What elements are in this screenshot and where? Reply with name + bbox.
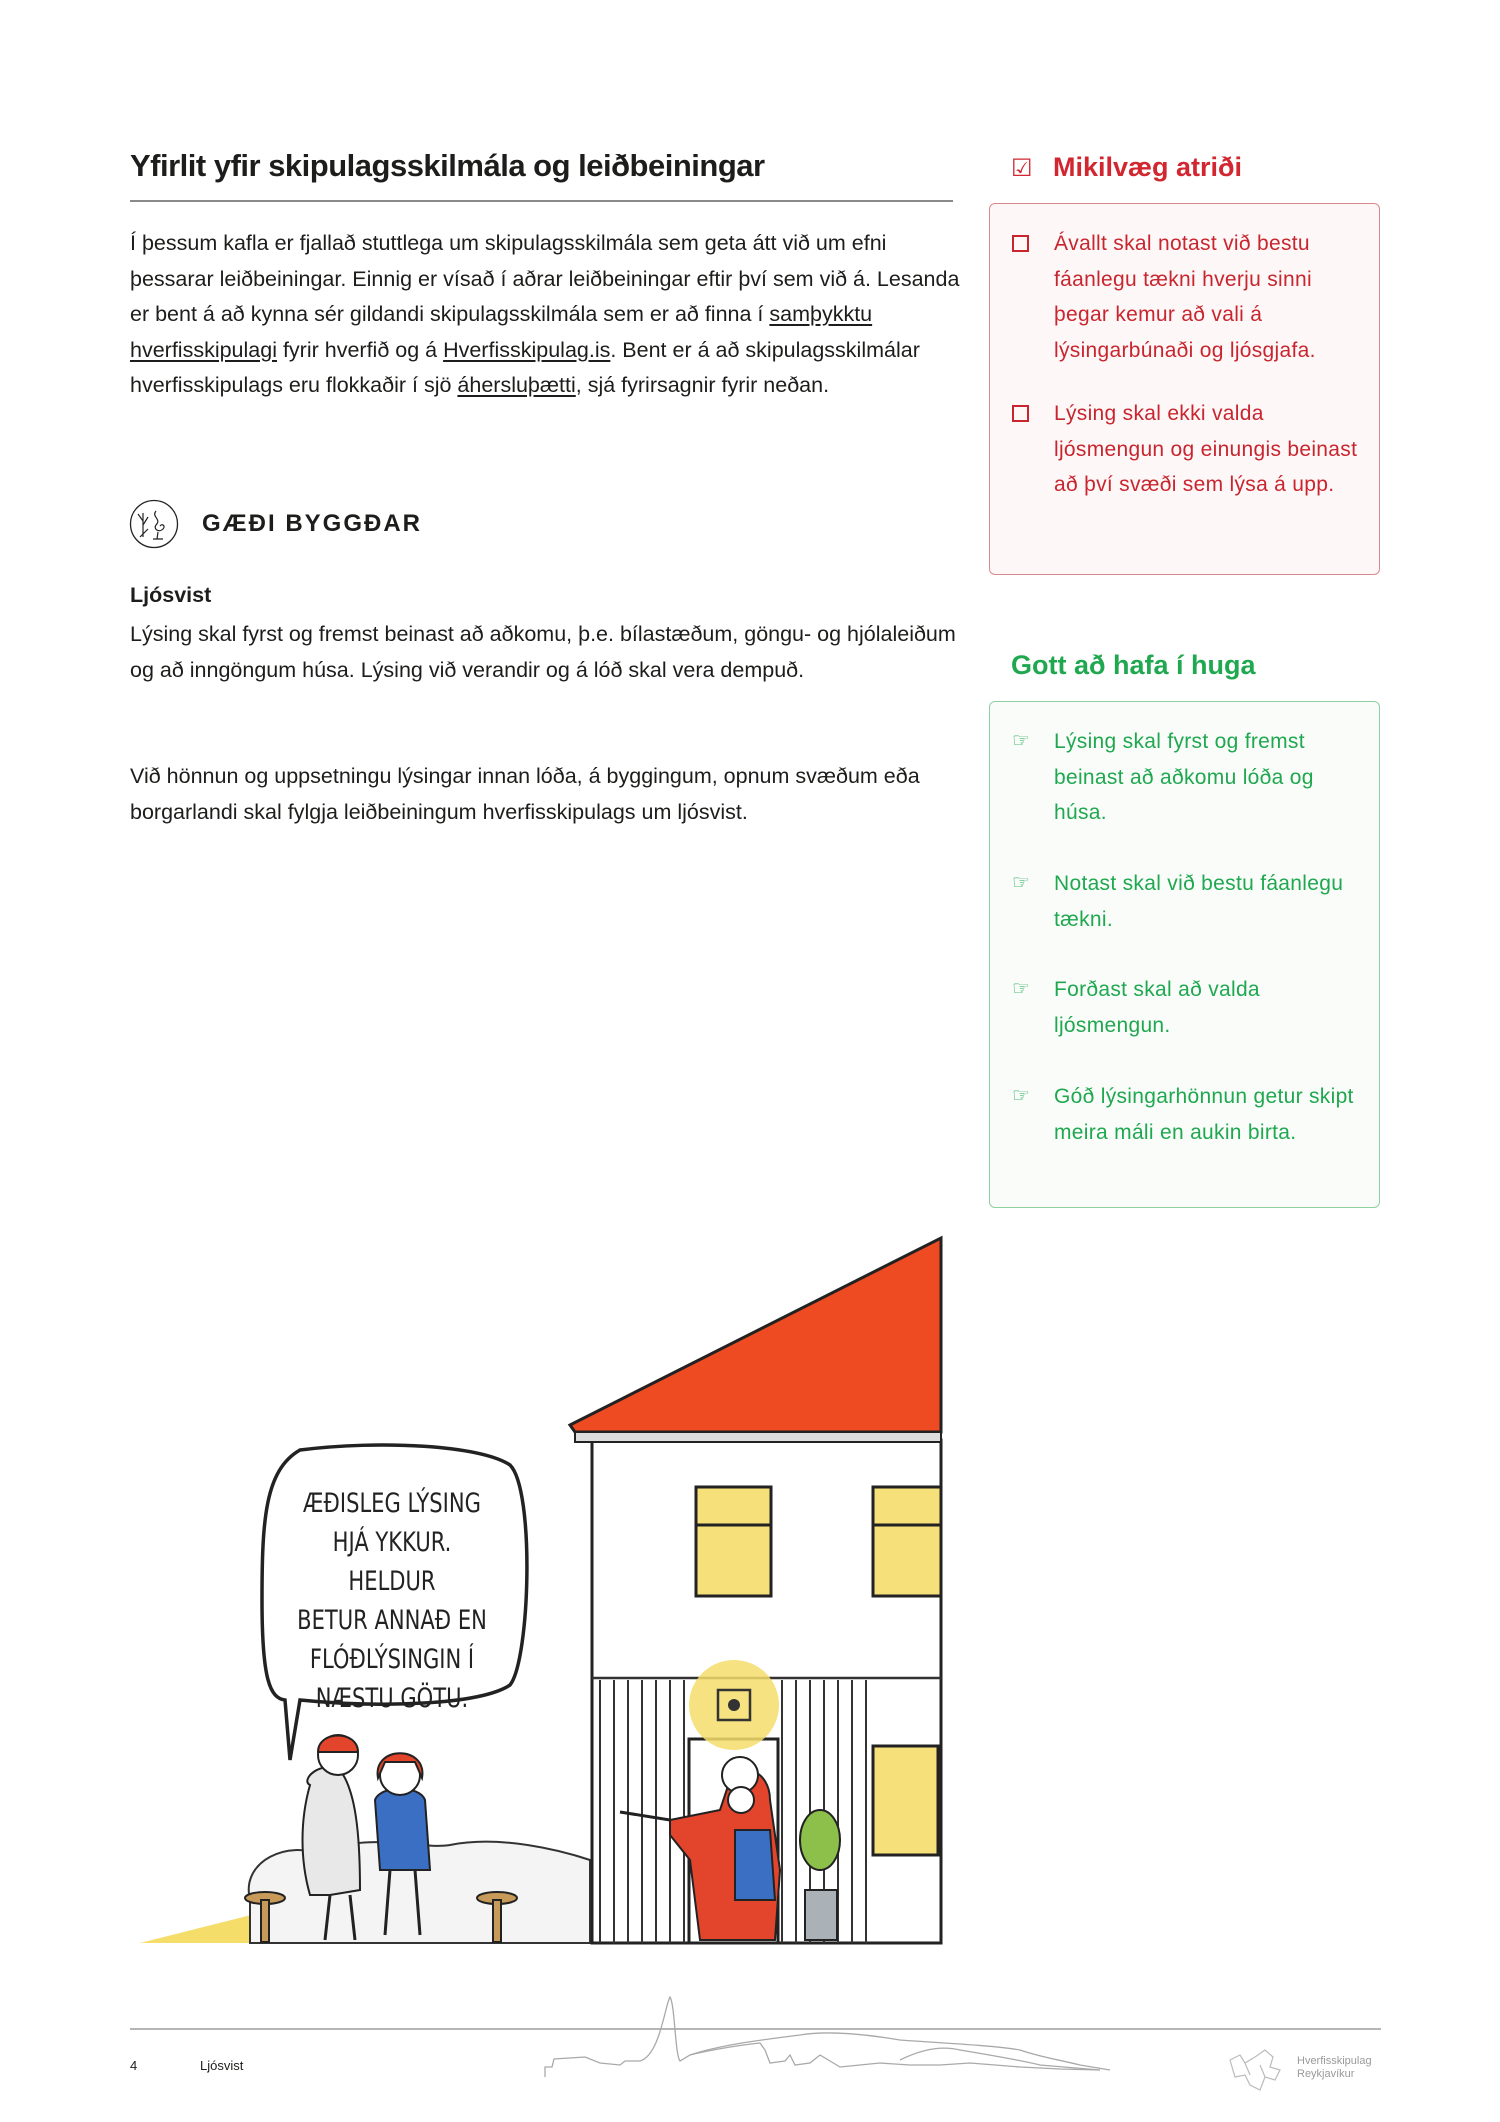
checkbox-icon [1012, 235, 1029, 252]
intro-text: , sjá fyrirsagnir fyrir neðan. [575, 373, 830, 397]
footer-chapter: Ljósvist [200, 2058, 244, 2073]
intro-text: Í þessum kafla er fjallað stuttlega um skipulagsskilmála sem geta átt við um efni þessarar leiðbeiningar. Einnig er vísað í aðrar leiðbeiningar eftir því sem við á. Lesanda er bent á að kynna sér gildandi skipulagsskilmála sem er að finna í [130, 231, 960, 326]
logo-text [1297, 2055, 1372, 2081]
intro-paragraph [130, 226, 960, 404]
title-divider [130, 200, 953, 202]
tips-box [989, 701, 1380, 1208]
speech-line: FLÓÐLÝSINGIN Í [309, 1644, 475, 1675]
checkbox-icon [1012, 405, 1029, 422]
window [696, 1487, 771, 1596]
intro-text: . Bent er á að skipulagsskilmálar hverfisskipulags eru flokkaðir í sjö [130, 337, 920, 397]
pointing-hand-icon: ☞ [1012, 978, 1031, 1000]
speech-line: ÆÐISLEG LÝSING [303, 1488, 481, 1519]
window [873, 1746, 938, 1855]
checkbox-checked-icon: ☑ [1011, 155, 1033, 182]
window [873, 1487, 941, 1596]
tip-item [1012, 972, 1364, 1043]
item-text: Góð lýsingarhönnun getur skipt meira máli en aukin birta. [1054, 1085, 1354, 1144]
logo-line: Hverfisskipulag [1297, 2055, 1372, 2067]
intro-text: fyrir hverfið og á [276, 337, 444, 362]
logo-line: Reykjavíkur [1297, 2068, 1355, 2080]
important-item [1054, 226, 1364, 368]
body-paragraph: Við hönnun og uppsetningu lýsingar innan lóða, á byggingum, opnum svæðum eða borgarlandi skal fylgja leiðbeiningum hverfisskipulags um ljósvist. [130, 764, 920, 824]
important-item [1054, 396, 1364, 503]
pointing-hand-icon: ☞ [1012, 1085, 1031, 1107]
item-text: Lýsing skal fyrst og fremst beinast að aðkomu lóða og húsa. [1054, 730, 1314, 824]
item-text: Ávallt skal notast við bestu fáanlegu tækni hverju sinni þegar kemur að vali á lýsingarbúnaði og ljósgjafa. [1054, 232, 1316, 362]
important-title: Mikilvæg atriði [1053, 152, 1243, 182]
item-text: Notast skal við bestu fáanlegu tækni. [1054, 872, 1344, 931]
body-paragraph: Lýsing skal fyrst og fremst beinast að aðkomu, þ.e. bílastæðum, göngu- og hjólaleiðum og að inngöngum húsa. Lýsing við verandir og á lóð skal vera dempuð. [130, 622, 956, 682]
item-text: Forðast skal að valda ljósmengun. [1054, 978, 1260, 1037]
roof [570, 1238, 941, 1432]
reykjavik-skyline-icon [540, 1995, 1180, 2080]
tip-item [1012, 866, 1364, 937]
page-title: Yfirlit yfir skipulagsskilmála og leiðbeiningar [130, 148, 765, 183]
pot [805, 1890, 837, 1940]
link-hverfisskipulag[interactable]: samþykktu hverfisskipulagi [130, 302, 873, 362]
section-title: GÆÐI BYGGÐAR [202, 510, 423, 537]
speech-line: NÆSTU GÖTU. [315, 1683, 469, 1714]
page-number: 4 [130, 2058, 138, 2073]
illustration-house-lighting [136, 1230, 946, 1950]
plant [800, 1810, 840, 1870]
important-heading [1011, 152, 1242, 183]
tip-item [1012, 724, 1364, 831]
person-grey-coat [303, 1767, 361, 1895]
speech-line: BETUR ANNAÐ EN [297, 1605, 487, 1636]
pointing-hand-icon: ☞ [1012, 872, 1031, 894]
link-aherslupaetti[interactable]: áhersluþætti [457, 373, 576, 397]
gaedi-byggdar-icon [129, 499, 179, 549]
link-hverfisskipulag-is[interactable]: Hverfisskipulag.is [443, 337, 611, 362]
tip-item [1012, 1079, 1364, 1150]
item-text: Lýsing skal ekki valda ljósmengun og einungis beinast að því svæði sem lýsa á upp. [1054, 402, 1358, 496]
person-blue-jacket [375, 1789, 430, 1870]
subheading: Ljósvist [130, 583, 212, 607]
important-box [989, 203, 1380, 575]
speech-bubble-text [291, 1484, 494, 1718]
hverfisskipulag-logo [1225, 2045, 1295, 2095]
pointing-hand-icon: ☞ [1012, 730, 1031, 752]
speech-line: HJÁ YKKUR. HELDUR [332, 1527, 452, 1597]
tips-heading: Gott að hafa í huga [1011, 650, 1256, 680]
